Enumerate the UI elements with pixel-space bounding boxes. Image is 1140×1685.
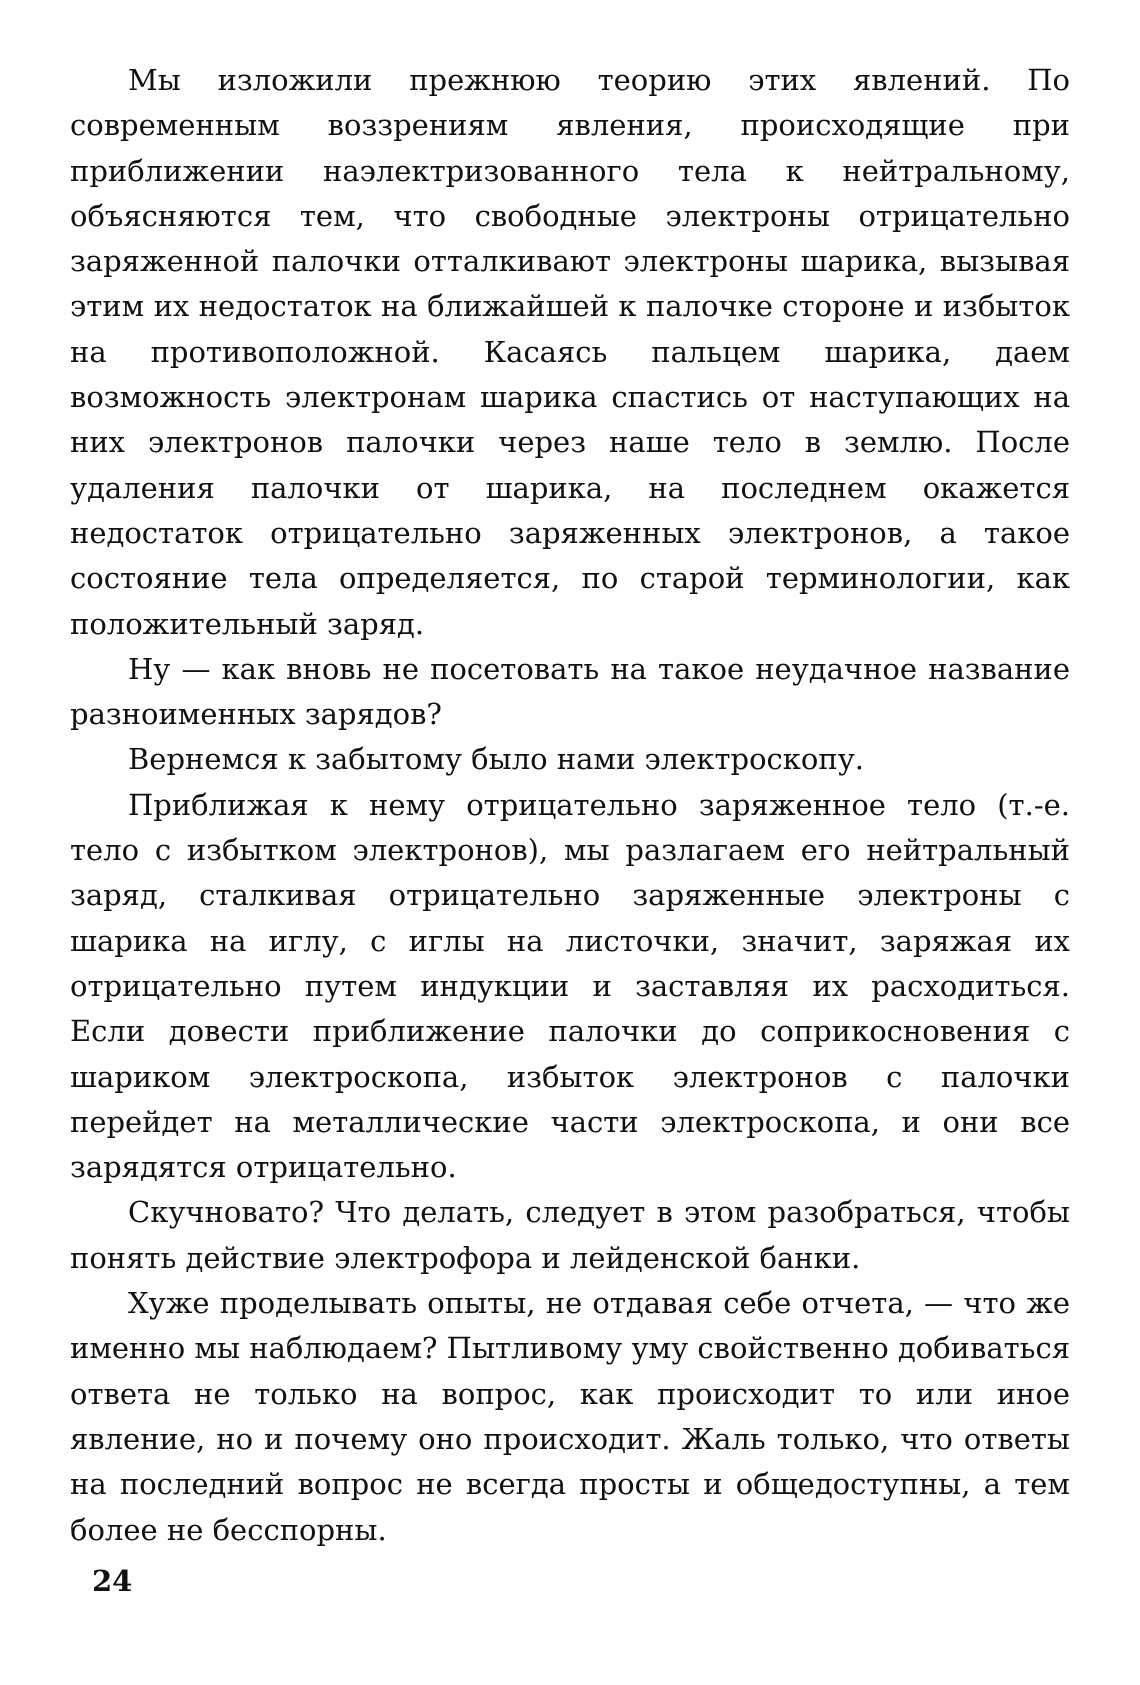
- body-text: [70, 58, 1070, 1553]
- paragraph-6: Хуже проделывать опыты, не отдавая себе отчета, — что же именно мы наблюдаем? Пытливому уму свойственно добиваться ответа не только на вопрос, как происходит то или иное явление, но и почему оно происходит. Жаль только, что ответы на последний вопрос не всегда просты и общедоступны, а тем более не бесспорны.: [70, 1286, 1070, 1547]
- paragraph-4: Приближая к нему отрицательно заряженное тело (т.-е. тело с избытком электронов), мы разлагаем его нейтральный заряд, сталкивая отрицательно заряженные электроны с шарика на иглу, с иглы на листочки, значит, заряжая их отрицательно путем индукции и заставляя их расходиться. Если довести приближение палочки до соприкосновения с шариком электроскопа, избыток электронов с палочки перейдет на металлические части электроскопа, и они все зарядятся отрицательно.: [70, 787, 1070, 1185]
- paragraph-3: Вернемся к забытому было нами электроскопу.: [128, 742, 864, 777]
- page-number: 24: [92, 1564, 133, 1598]
- paragraph-2: Ну — как вновь не посетовать на такое неудачное название разноименных зарядов?: [70, 651, 1070, 732]
- paragraph-1: Мы изложили прежнюю теорию этих явлений. По современным воззрениям явления, происходящие при приближении наэлектризованного тела к нейтральному, объясняются тем, что свободные электроны отрицательно заряженной палочки отталкивают электроны шарика, вызывая этим их недостаток на ближайшей к палочке стороне и избыток на противоположной. Касаясь пальцем шарика, даем возможность электронам шарика спастись от наступающих на них электронов палочки через наше тело в землю. После удаления палочки от шарика, на последнем окажется недостаток отрицательно заряженных электронов, а такое состояние тела определяется, по старой терминологии, как положительный заряд.: [70, 63, 1070, 641]
- paragraph-5: Скучновато? Что делать, следует в этом разобраться, чтобы понять действие электрофора и лейденской банки.: [70, 1195, 1070, 1275]
